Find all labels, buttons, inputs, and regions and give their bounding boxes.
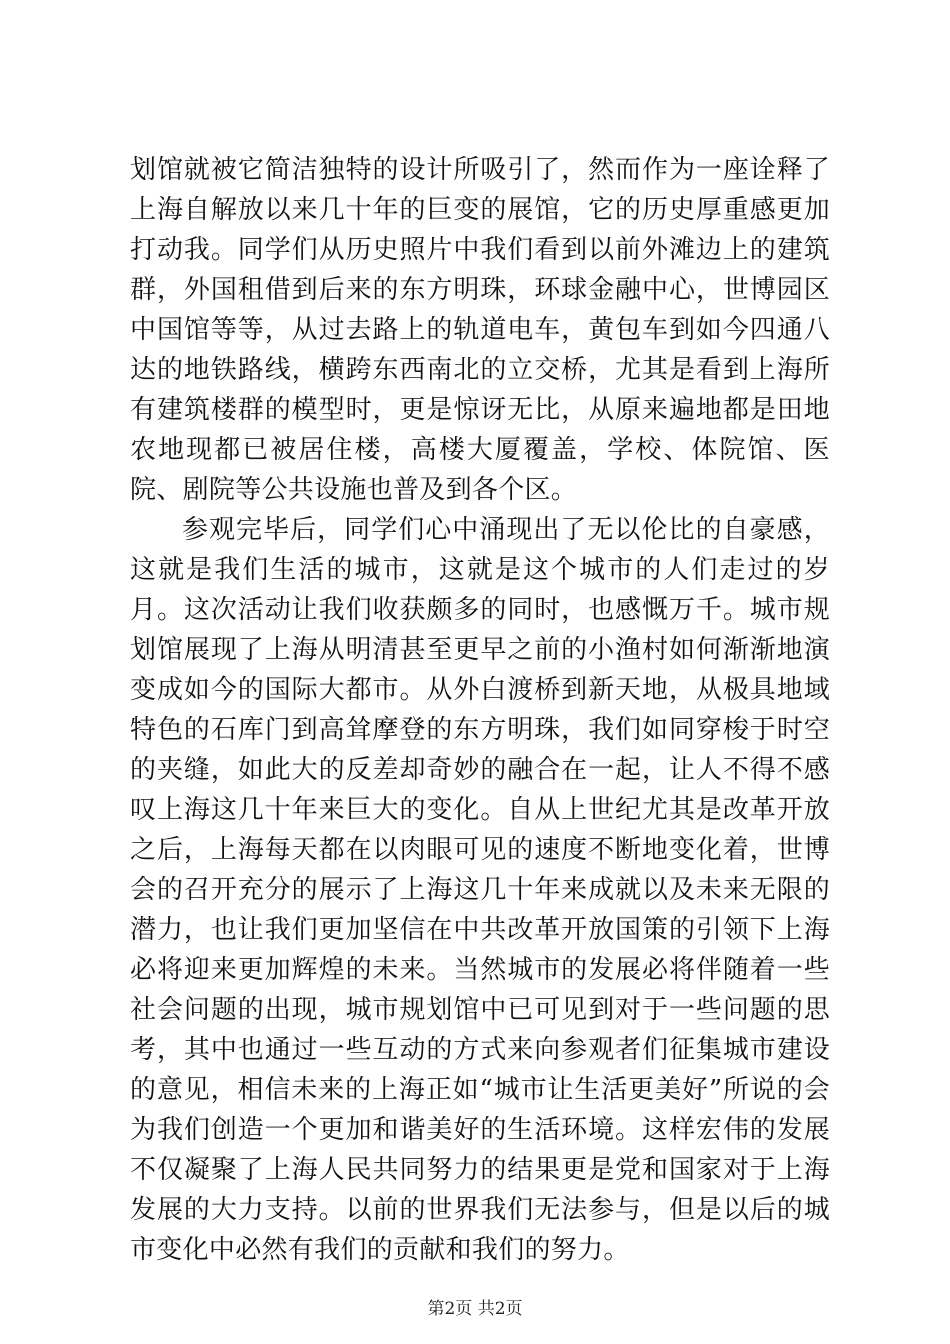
- paragraph-1: 划馆就被它简洁独特的设计所吸引了，然而作为一座诠释了上海自解放以来几十年的巨变的展馆，它的历史厚重感更加打动我。同学们从历史照片中我们看到以前外滩边上的建筑群，外国租借到后来的东方明珠，环球金融中心，世博园区中国馆等等，从过去路上的轨道电车，黄包车到如今四通八达的地铁路线，横跨东西南北的立交桥，尤其是看到上海所有建筑楼群的模型时，更是惊讶无比，从原来遍地都是田地农地现都已被居住楼，高楼大厦覆盖，学校、体院馆、医院、剧院等公共设施也普及到各个区。: [130, 155, 830, 505]
- page-footer: 第2页 共2页: [427, 1299, 523, 1319]
- document-body: [130, 150, 830, 1270]
- paragraph-2: 参观完毕后，同学们心中涌现出了无以伦比的自豪感，这就是我们生活的城市，这就是这个城市的人们走过的岁月。这次活动让我们收获颇多的同时，也感慨万千。城市规划馆展现了上海从明清甚至更早之前的小渔村如何渐渐地演变成如今的国际大都市。从外白渡桥到新天地，从极具地域特色的石库门到高耸摩登的东方明珠，我们如同穿梭于时空的夹缝，如此大的反差却奇妙的融合在一起，让人不得不感叹上海这几十年来巨大的变化。自从上世纪尤其是改革开放之后，上海每天都在以肉眼可见的速度不断地变化着，世博会的召开充分的展示了上海这几十年来成就以及未来无限的潜力，也让我们更加坚信在中共改革开放国策的引领下上海必将迎来更加辉煌的未来。当然城市的发展必将伴随着一些社会问题的出现，城市规划馆中已可见到对于一些问题的思考，其中也通过一些互动的方式来向参观者们征集城市建设的意见，相信未来的上海正如“城市让生活更美好”所说的会为我们创造一个更加和谐美好的生活环境。这样宏伟的发展不仅凝聚了上海人民共同努力的结果更是党和国家对于上海发展的大力支持。以前的世界我们无法参与，但是以后的城市变化中必然有我们的贡献和我们的努力。: [130, 515, 830, 1265]
